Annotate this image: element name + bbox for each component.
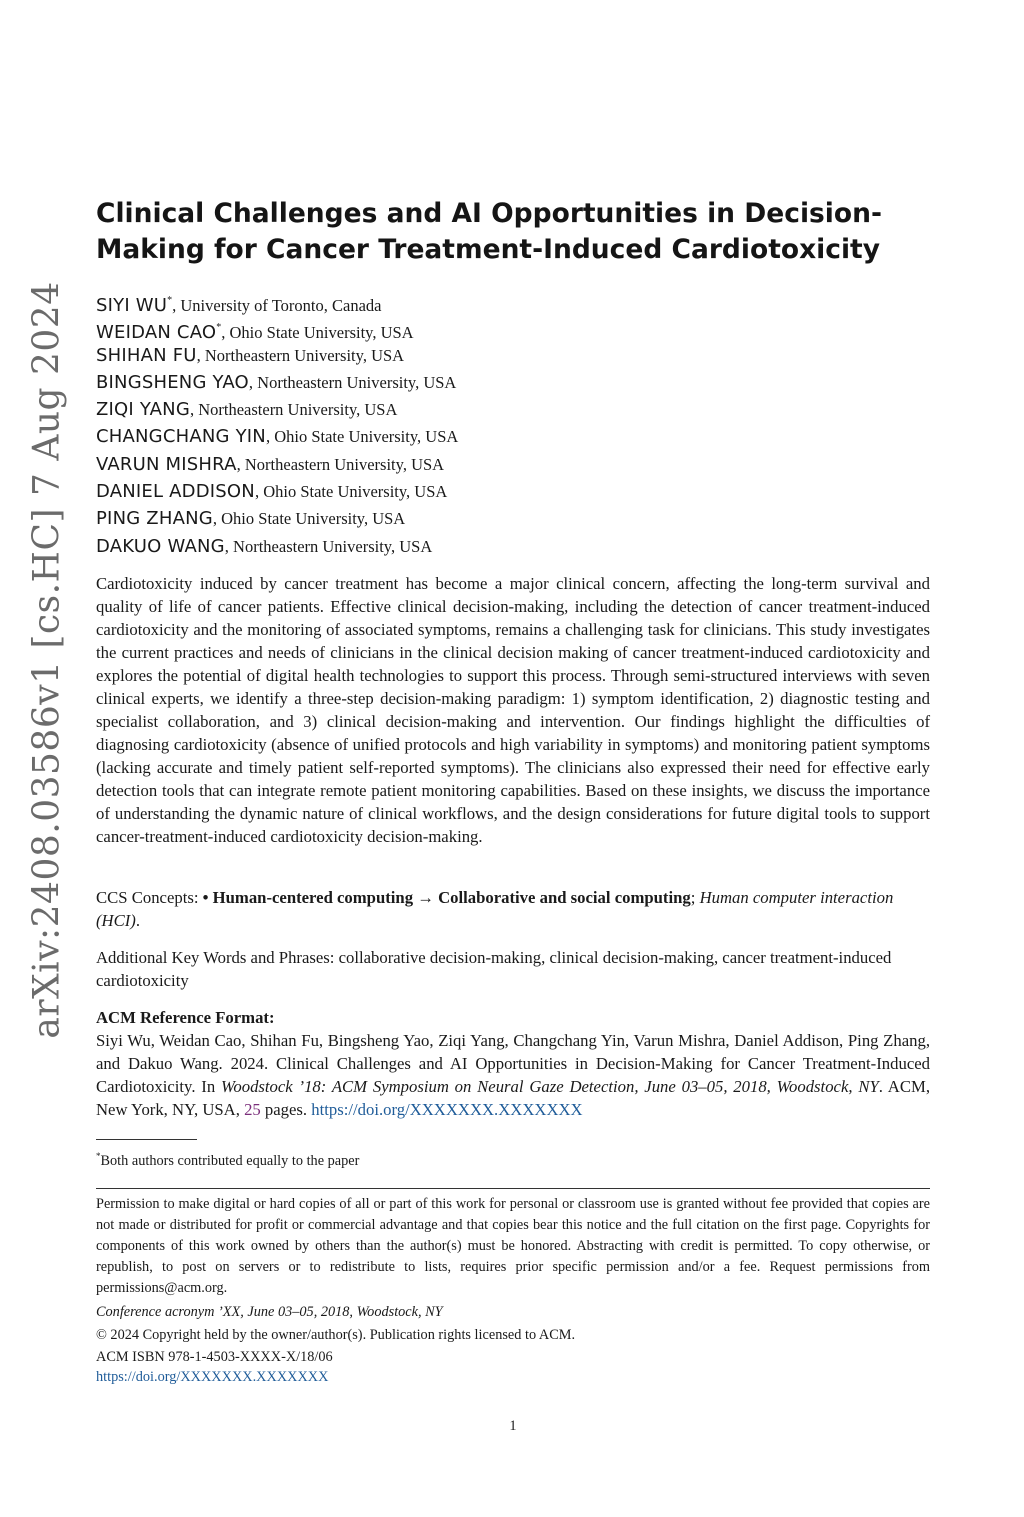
footnote <box>96 1146 359 1171</box>
author-affiliation: , Ohio State University, USA <box>254 482 448 502</box>
copyright-notice: © 2024 Copyright held by the owner/author(s). Publication rights licensed to ACM. <box>96 1327 576 1343</box>
paper-title: Clinical Challenges and AI Opportunities in Decision-Making for Cancer Treatment-Induced Cardiotoxicity <box>96 198 882 265</box>
ccs-label: CCS Concepts: <box>96 888 203 907</box>
author-affiliation: , Northeastern University, USA <box>224 536 433 556</box>
author-affiliation: , Ohio State University, USA <box>212 509 406 529</box>
ccs-concept-tertiary: Human computer interaction (HCI) <box>96 888 894 930</box>
author-affiliation: , Northeastern University, USA <box>189 400 398 420</box>
doi-footer-link[interactable]: https://doi.org/XXXXXXX.XXXXXXX <box>96 1369 329 1385</box>
author-entry <box>96 314 930 344</box>
reference-publisher: . ACM, New York, NY, USA, <box>96 1077 931 1119</box>
isbn: ACM ISBN 978-1-4503-XXXX-X/18/06 <box>96 1349 333 1365</box>
permission-rule <box>96 1188 930 1189</box>
author-entry <box>96 533 930 560</box>
reference-text: Siyi Wu, Weidan Cao, Shihan Fu, Bingsheng Yao, Ziqi Yang, Changchang Yin, Varun Mishra, Daniel Addison, Ping Zhang, and Dakuo Wang. 2024. Clinical Challenges and AI Opportunities in Decision-Making for Cancer Treatment-Induced Cardiotoxicity. In <box>96 1031 930 1096</box>
ccs-period: . <box>135 911 141 930</box>
reference-venue: Woodstock ’18: ACM Symposium on Neural Gaze Detection, June 03–05, 2018, Woodstock, NY <box>221 1077 879 1096</box>
author-name: ZIQI YANG <box>96 399 190 421</box>
ccs-arrow: → <box>413 888 439 907</box>
keywords: Additional Key Words and Phrases: collaborative decision-making, clinical decision-making, cancer treatment-induced cardiotoxicity <box>96 948 892 990</box>
author-entry <box>96 451 930 478</box>
author-entry <box>96 423 930 450</box>
footnote-mark: * <box>96 1151 101 1161</box>
reference-pages-suffix: pages. <box>260 1100 312 1119</box>
author-affiliation: , Ohio State University, USA <box>265 427 459 447</box>
author-affiliation: , Northeastern University, USA <box>236 454 445 474</box>
arxiv-identifier: arXiv:2408.03586v1 [cs.HC] 7 Aug 2024 <box>26 281 68 1039</box>
ccs-concept-primary: Human-centered computing <box>212 888 414 907</box>
author-affiliation: , Ohio State University, USA <box>221 323 414 343</box>
conference-info: Conference acronym ’XX, June 03–05, 2018, Woodstock, NY <box>96 1304 443 1320</box>
author-name: DAKUO WANG <box>96 535 225 557</box>
author-list <box>96 287 930 560</box>
page-number: 1 <box>509 1418 517 1434</box>
author-name: CHANGCHANG YIN <box>96 426 266 448</box>
footnote-rule <box>96 1139 197 1140</box>
author-star: * <box>216 322 222 334</box>
ccs-concepts <box>96 886 930 932</box>
author-entry <box>96 287 930 314</box>
author-star: * <box>167 295 173 306</box>
author-name: SHIHAN FU <box>96 344 197 366</box>
permission-notice: Permission to make digital or hard copies of all or part of this work for personal or classroom use is granted without fee provided that copies are not made or distributed for profit or commercial advantage and that copies bear this notice and the full citation on the first page. Copyrights for components of this work owned by others than the author(s) must be honored. Abstracting with credit is permitted. To copy otherwise, or republish, to post on servers or to redistribute to lists, requires prior specific permission and/or a fee. Request permissions from permissions@acm.org. <box>96 1196 930 1296</box>
author-affiliation: , University of Toronto, Canada <box>172 296 382 315</box>
abstract: Cardiotoxicity induced by cancer treatment has become a major clinical concern, affecting the long-term survival and quality of life of cancer patients. Effective clinical decision-making, including the detection of cancer treatment-induced cardiotoxicity and the monitoring of associated symptoms, remains a challenging task for clinicians. This study investigates the current practices and needs of clinicians in the clinical decision making of cancer treatment-induced cardiotoxicity and explores the potential of digital health technologies to support this process. Through semi-structured interviews with seven clinical experts, we identify a three-step decision-making paradigm: 1) symptom identification, 2) diagnostic testing and specialist collaboration, and 3) clinical decision-making and intervention. Our findings highlight the difficulties of diagnosing cardiotoxicity (absence of unified protocols and high variability in symptoms) and monitoring patient symptoms (lacking accurate and timely patient self-reported symptoms). The clinicians also expressed their need for effective early detection tools that can integrate remote patient monitoring capabilities. Based on these insights, we discuss the importance of understanding the dynamic nature of clinical workflows, and the design considerations for future digital tools to support cancer-treatment-induced cardiotoxicity decision-making. <box>96 574 930 846</box>
author-entry <box>96 478 930 505</box>
ccs-semicolon: ; <box>690 888 700 907</box>
author-name: PING ZHANG <box>96 508 213 530</box>
author-entry <box>96 342 930 369</box>
author-affiliation: , Northeastern University, USA <box>196 345 405 365</box>
arxiv-sidebar <box>16 0 78 1517</box>
author-entry <box>96 396 930 423</box>
reference-heading: ACM Reference Format: <box>96 1008 275 1027</box>
author-name: VARUN MISHRA <box>96 453 237 475</box>
reference-format <box>96 1029 930 1121</box>
reference-doi-link[interactable]: https://doi.org/XXXXXXX.XXXXXXX <box>311 1100 583 1119</box>
ccs-concept-secondary: Collaborative and social computing <box>438 888 691 907</box>
reference-pages-link[interactable]: 25 <box>244 1100 261 1119</box>
author-affiliation: , Northeastern University, USA <box>248 372 457 392</box>
footnote-text: Both authors contributed equally to the paper <box>100 1153 360 1169</box>
author-name: WEIDAN CAO <box>96 322 217 344</box>
author-name: DANIEL ADDISON <box>96 481 255 503</box>
author-entry <box>96 505 930 532</box>
author-name: SIYI WU <box>96 295 168 316</box>
ccs-bullet: • <box>202 888 213 907</box>
author-entry <box>96 369 930 396</box>
author-name: BINGSHENG YAO <box>96 371 249 393</box>
doi-footer <box>96 1367 328 1387</box>
